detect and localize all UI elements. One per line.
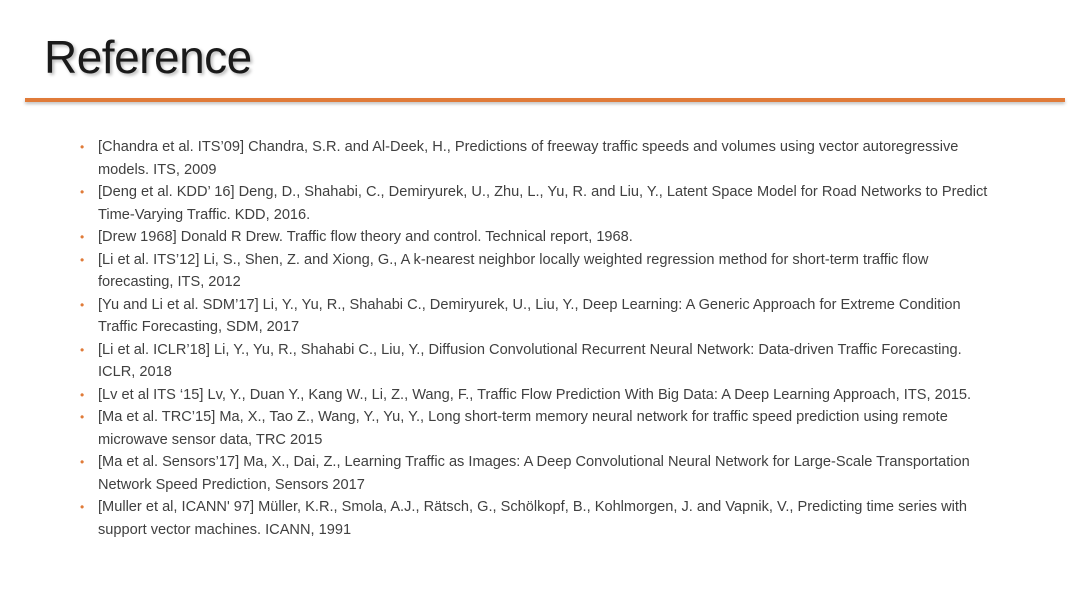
bullet-icon: •	[80, 500, 85, 514]
bullet-icon: •	[80, 342, 85, 357]
reference-item	[80, 249, 1000, 294]
reference-list	[80, 136, 1000, 541]
slide-title: Reference	[44, 31, 252, 83]
reference-text: [Ma et al. TRC’15] Ma, X., Tao Z., Wang, Y., Yu, Y., Long short-term memory neural network for traffic speed prediction using remote microwave sensor data, TRC 2015	[98, 409, 948, 448]
reference-item	[80, 339, 1000, 384]
reference-item	[80, 226, 1000, 249]
bullet-icon: •	[80, 140, 85, 154]
reference-text: [Drew 1968] Donald R Drew. Traffic flow theory and control. Technical report, 1968.	[98, 229, 633, 245]
reference-text: [Yu and Li et al. SDM’17] Li, Y., Yu, R., Shahabi C., Demiryurek, U., Liu, Y., Deep Learning: A Generic Approach for Extreme Condition Traffic Forecasting, SDM, 2017	[98, 296, 961, 335]
reference-item	[80, 384, 1000, 407]
reference-text: [Ma et al. Sensors’17] Ma, X., Dai, Z., Learning Traffic as Images: A Deep Convolutional Neural Network for Large-Scale Transportation Network Speed Prediction, Sensors 2017	[98, 454, 970, 493]
title-underline	[25, 98, 1065, 102]
bullet-icon: •	[80, 387, 85, 402]
reference-item	[80, 496, 1000, 541]
bullet-icon: •	[80, 410, 85, 424]
bullet-icon: •	[80, 230, 85, 244]
reference-item	[80, 406, 1000, 451]
reference-item	[80, 294, 1000, 339]
reference-text: [Li et al. ICLR’18] Li, Y., Yu, R., Shahabi C., Liu, Y., Diffusion Convolutional Recurrent Neural Network: Data-driven Traffic Forecasting. ICLR, 2018	[98, 341, 962, 380]
bullet-icon: •	[80, 252, 85, 267]
reference-text: [Lv et al ITS ‘15] Lv, Y., Duan Y., Kang W., Li, Z., Wang, F., Traffic Flow Prediction With Big Data: A Deep Learning Approach, ITS, 2015.	[98, 386, 972, 403]
reference-item	[80, 451, 1000, 496]
reference-item	[80, 181, 1000, 226]
reference-text: [Li et al. ITS’12] Li, S., Shen, Z. and Xiong, G., A k-nearest neighbor locally weighted regression method for short-term traffic flow forecasting, ITS, 2012	[98, 251, 929, 290]
bullet-icon: •	[80, 455, 85, 469]
bullet-icon: •	[80, 185, 85, 199]
bullet-icon: •	[80, 297, 85, 312]
reference-text: [Deng et al. KDD’ 16] Deng, D., Shahabi, C., Demiryurek, U., Zhu, L., Yu, R. and Liu, Y., Latent Space Model for Road Networks to Predict Time-Varying Traffic. KDD, 2016.	[98, 184, 988, 223]
reference-text: [Chandra et al. ITS’09] Chandra, S.R. and Al-Deek, H., Predictions of freeway traffic speeds and volumes using vector autoregressive models. ITS, 2009	[98, 139, 959, 178]
reference-text: [Muller et al, ICANN' 97] Müller, K.R., Smola, A.J., Rätsch, G., Schölkopf, B., Kohlmorgen, J. and Vapnik, V., Predicting time series with support vector machines. ICANN, 1991	[98, 499, 968, 538]
reference-item	[80, 136, 1000, 181]
